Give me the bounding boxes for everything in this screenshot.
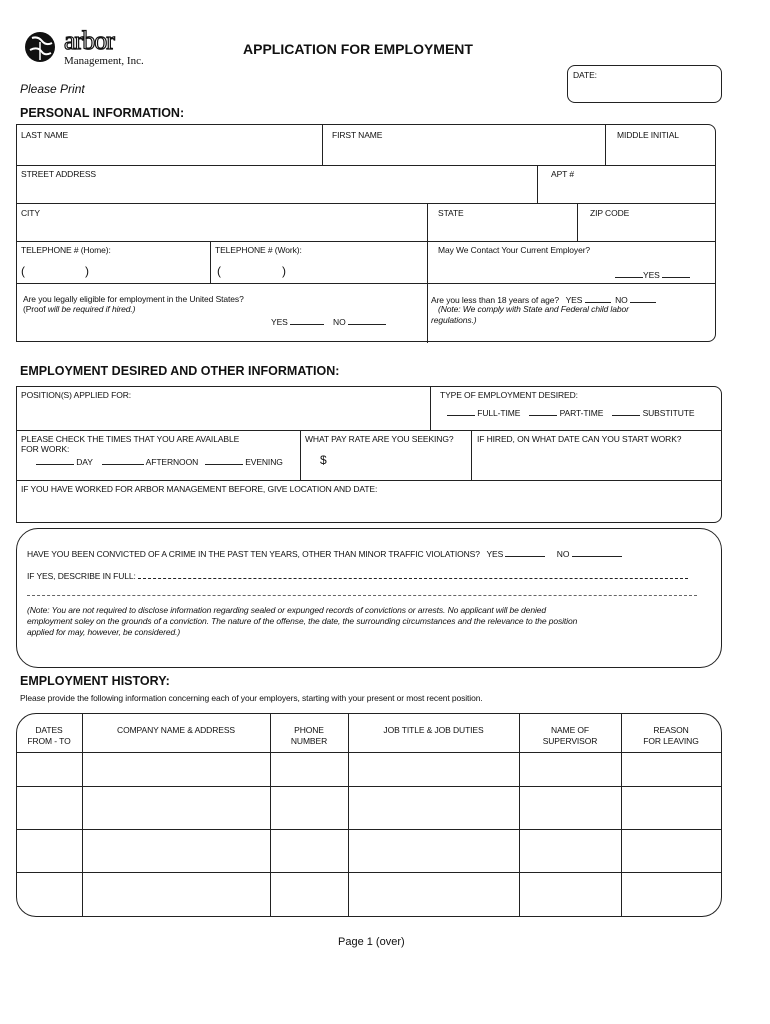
city-field[interactable]: CITY bbox=[21, 208, 40, 218]
col-job-title-header: JOB TITLE & JOB DUTIES bbox=[383, 725, 484, 735]
availability-label-line2: FOR WORK: bbox=[21, 444, 70, 454]
company-logo bbox=[22, 26, 152, 70]
eligible-yes-no[interactable]: YES NO bbox=[271, 316, 386, 327]
describe-line-2[interactable] bbox=[27, 595, 697, 596]
col-reason-header: REASON FOR LEAVING bbox=[643, 725, 699, 746]
telephone-work-field[interactable]: TELEPHONE # (Work): bbox=[215, 245, 302, 255]
col-dates-header: DATES FROM - TO bbox=[27, 725, 71, 746]
history-row-2[interactable] bbox=[17, 786, 721, 828]
telephone-home-field[interactable]: TELEPHONE # (Home): bbox=[21, 245, 111, 255]
telephone-work-paren-close: ) bbox=[282, 264, 286, 278]
last-name-field[interactable]: LAST NAME bbox=[21, 130, 69, 140]
proof-note: (Proof will be required if hired.) bbox=[23, 304, 136, 314]
col-supervisor-header: NAME OF SUPERVISOR bbox=[542, 725, 598, 746]
personal-info-heading: PERSONAL INFORMATION: bbox=[20, 106, 185, 120]
col-company-header: COMPANY NAME & ADDRESS bbox=[117, 725, 235, 735]
conviction-describe[interactable]: IF YES, DESCRIBE IN FULL: bbox=[27, 570, 688, 581]
pay-rate-field[interactable]: WHAT PAY RATE ARE YOU SEEKING? bbox=[305, 434, 454, 444]
positions-field[interactable]: POSITION(S) APPLIED FOR: bbox=[21, 390, 132, 400]
availability-options[interactable]: DAY AFTERNOON EVENING bbox=[36, 456, 283, 467]
employment-history-heading: EMPLOYMENT HISTORY: bbox=[20, 674, 170, 688]
conviction-note-line2: employment soley on the grounds of a conviction. The nature of the offense, the date, the surrounding circumstances and the relevance to the position bbox=[27, 616, 578, 626]
tree-globe-icon bbox=[22, 30, 58, 64]
form-title: APPLICATION FOR EMPLOYMENT bbox=[243, 41, 473, 57]
under-18-question[interactable]: Are you less than 18 years of age? YES NO bbox=[431, 294, 656, 305]
type-employment-label: TYPE OF EMPLOYMENT DESIRED: bbox=[440, 390, 578, 400]
state-field[interactable]: STATE bbox=[438, 208, 464, 218]
logo-sub-text: Management, Inc. bbox=[64, 55, 144, 67]
employment-history-intro: Please provide the following information concerning each of your employers, starting with your present or most recent position. bbox=[20, 693, 483, 703]
apt-field[interactable]: APT # bbox=[551, 169, 574, 179]
employment-desired-heading: EMPLOYMENT DESIRED AND OTHER INFORMATION: bbox=[20, 364, 340, 378]
first-name-field[interactable]: FIRST NAME bbox=[332, 130, 383, 140]
conviction-note-line1: (Note: You are not required to disclose information regarding sealed or expunged records of convictions or arrests. No applicant will be denied bbox=[27, 605, 546, 615]
logo-brand-text: arbor bbox=[64, 26, 114, 55]
history-row-1[interactable] bbox=[17, 752, 721, 785]
history-row-4[interactable] bbox=[17, 872, 721, 916]
contact-employer-yes[interactable]: YES bbox=[615, 269, 690, 280]
availability-label-line1: PLEASE CHECK THE TIMES THAT YOU ARE AVAILABLE bbox=[21, 434, 240, 444]
zip-code-field[interactable]: ZIP CODE bbox=[590, 208, 630, 218]
telephone-home-paren-open: ( bbox=[21, 264, 25, 278]
telephone-work-paren-open: ( bbox=[217, 264, 221, 278]
regulations-note: regulations.) bbox=[431, 315, 477, 325]
contact-employer-question: May We Contact Your Current Employer? bbox=[438, 245, 591, 255]
street-address-field[interactable]: STREET ADDRESS bbox=[21, 169, 96, 179]
date-field[interactable] bbox=[567, 65, 722, 103]
page-number: Page 1 (over) bbox=[338, 936, 405, 948]
date-label: DATE: bbox=[573, 70, 597, 80]
history-row-3[interactable] bbox=[17, 829, 721, 871]
worked-before-field[interactable]: IF YOU HAVE WORKED FOR ARBOR MANAGEMENT BEFORE, GIVE LOCATION AND DATE: bbox=[21, 484, 378, 494]
conviction-question[interactable]: HAVE YOU BEEN CONVICTED OF A CRIME IN THE PAST TEN YEARS, OTHER THAN MINOR TRAFFIC VIOLATIONS? YES NO bbox=[27, 548, 622, 559]
middle-initial-field[interactable]: MIDDLE INITIAL bbox=[617, 130, 679, 140]
eligible-question: Are you legally eligible for employment in the United States? bbox=[23, 294, 244, 304]
please-print-note: Please Print bbox=[20, 82, 85, 96]
col-phone-header: PHONE NUMBER bbox=[290, 725, 328, 746]
conviction-note-line3: applied for may, however, be considered.) bbox=[27, 627, 181, 637]
employment-type-options[interactable]: FULL-TIME PART-TIME SUBSTITUTE bbox=[447, 407, 694, 418]
dollar-sign: $ bbox=[320, 453, 327, 467]
telephone-home-paren-close: ) bbox=[85, 264, 89, 278]
child-labor-note: (Note: We comply with State and Federal child labor bbox=[438, 304, 629, 314]
start-date-field[interactable]: IF HIRED, ON WHAT DATE CAN YOU START WORK? bbox=[477, 434, 682, 444]
